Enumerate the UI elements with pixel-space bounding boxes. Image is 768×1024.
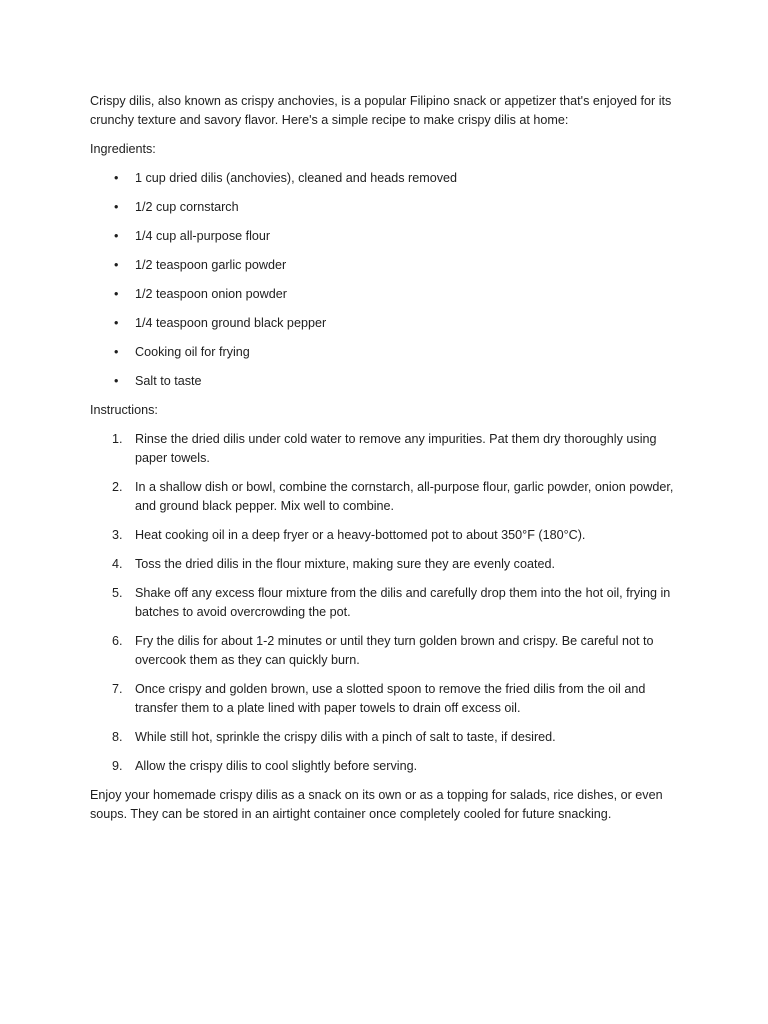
step-text: Shake off any excess flour mixture from the dilis and carefully drop them into the hot oil, frying in batches to avoid overcrowding the pot.	[135, 586, 671, 619]
instruction-step	[90, 680, 680, 718]
ingredients-heading: Ingredients:	[90, 142, 156, 156]
outro-paragraph: Enjoy your homemade crispy dilis as a snack on its own or as a topping for salads, rice dishes, or even soups. They can be stored in an airtight container once completely cooled for future snacking.	[90, 788, 663, 821]
bullet-icon: •	[114, 229, 119, 243]
step-text: Once crispy and golden brown, use a slotted spoon to remove the fried dilis from the oil and transfer them to a plate lined with paper towels to drain off excess oil.	[135, 682, 646, 715]
step-text: Heat cooking oil in a deep fryer or a heavy-bottomed pot to about 350°F (180°C).	[135, 528, 586, 542]
ingredient-text: Salt to taste	[135, 374, 202, 388]
ingredients-list	[90, 169, 680, 391]
instruction-step	[90, 555, 680, 574]
document-page	[90, 92, 680, 824]
step-text: Allow the crispy dilis to cool slightly before serving.	[135, 759, 418, 773]
instruction-step	[90, 584, 680, 622]
instructions-heading: Instructions:	[90, 403, 158, 417]
bullet-icon: •	[114, 345, 119, 359]
ingredient-text: 1/2 teaspoon garlic powder	[135, 258, 287, 272]
bullet-icon: •	[114, 287, 119, 301]
bullet-icon: •	[114, 200, 119, 214]
instruction-step	[90, 430, 680, 468]
ingredient-item	[90, 198, 680, 217]
ingredient-item	[90, 227, 680, 246]
ingredient-item	[90, 343, 680, 362]
instruction-step	[90, 757, 680, 776]
ingredient-text: 1 cup dried dilis (anchovies), cleaned and heads removed	[135, 171, 458, 185]
step-number: 9.	[112, 759, 123, 773]
ingredient-text: Cooking oil for frying	[135, 345, 250, 359]
instruction-step	[90, 478, 680, 516]
step-number: 4.	[112, 557, 123, 571]
instructions-list	[90, 430, 680, 776]
step-text: In a shallow dish or bowl, combine the cornstarch, all-purpose flour, garlic powder, onion powder, and ground black pepper. Mix well to combine.	[135, 480, 674, 513]
instruction-step	[90, 632, 680, 670]
ingredient-item	[90, 169, 680, 188]
step-text: While still hot, sprinkle the crispy dilis with a pinch of salt to taste, if desired.	[135, 730, 556, 744]
ingredient-text: 1/2 teaspoon onion powder	[135, 287, 287, 301]
ingredient-item	[90, 314, 680, 333]
instruction-step	[90, 526, 680, 545]
ingredient-text: 1/4 cup all-purpose flour	[135, 229, 271, 243]
step-number: 2.	[112, 480, 123, 494]
intro-paragraph: Crispy dilis, also known as crispy anchovies, is a popular Filipino snack or appetizer that's enjoyed for its crunchy texture and savory flavor. Here's a simple recipe to make crispy dilis at home:	[90, 94, 672, 127]
step-text: Toss the dried dilis in the flour mixture, making sure they are evenly coated.	[135, 557, 555, 571]
ingredient-item	[90, 256, 680, 275]
ingredient-item	[90, 372, 680, 391]
step-number: 5.	[112, 586, 123, 600]
step-text: Rinse the dried dilis under cold water to remove any impurities. Pat them dry thoroughly using paper towels.	[135, 432, 657, 465]
ingredient-text: 1/4 teaspoon ground black pepper	[135, 316, 327, 330]
step-number: 8.	[112, 730, 123, 744]
instruction-step	[90, 728, 680, 747]
step-number: 1.	[112, 432, 123, 446]
step-number: 3.	[112, 528, 123, 542]
bullet-icon: •	[114, 258, 119, 272]
bullet-icon: •	[114, 171, 119, 185]
step-number: 6.	[112, 634, 123, 648]
step-text: Fry the dilis for about 1-2 minutes or until they turn golden brown and crispy. Be careful not to overcook them as they can quickly burn.	[135, 634, 654, 667]
ingredient-item	[90, 285, 680, 304]
bullet-icon: •	[114, 316, 119, 330]
bullet-icon: •	[114, 374, 119, 388]
ingredient-text: 1/2 cup cornstarch	[135, 200, 239, 214]
step-number: 7.	[112, 682, 123, 696]
